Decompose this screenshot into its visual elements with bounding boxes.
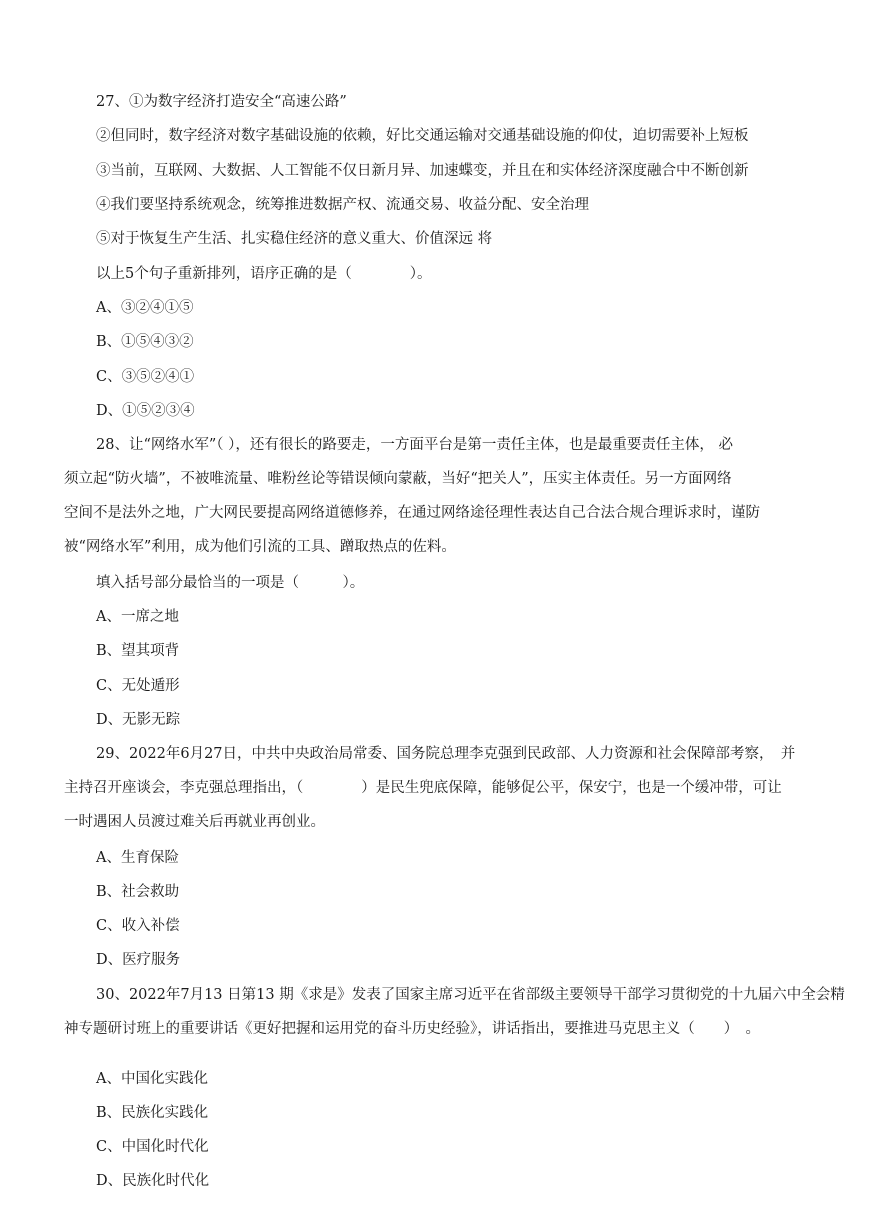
q27-option-c: C、③⑤②④① bbox=[96, 369, 195, 385]
q30-option-a: A、中国化实践化 bbox=[96, 1071, 208, 1087]
q27-stem-line-2: ②但同时，数字经济对数字基础设施的依赖，好比交通运输对交通基础设施的仰仗，迫切需要补上短板 bbox=[96, 128, 749, 144]
q27-stem-line-5: ⑤对于恢复生产生活、扎实稳住经济的意义重大、价值深远 将 bbox=[96, 231, 493, 247]
q30-stem-line-2: 神专题研讨班上的重要讲话《更好把握和运用党的奋斗历史经验》，讲话指出，要推进马克思主义（ ） 。 bbox=[64, 1021, 760, 1037]
q28-stem-line-3: 空间不是法外之地，广大网民要提高网络道德修养，在通过网络途径理性表达自己合法合规合理诉求时，谨防 bbox=[64, 505, 760, 521]
q27-stem-line-3: ③当前，互联网、大数据、人工智能不仅日新月异、加速蝶变，并且在和实体经济深度融合中不断创新 bbox=[96, 163, 749, 179]
q30-option-c: C、中国化时代化 bbox=[96, 1139, 209, 1155]
q27-option-a: A、③②④①⑤ bbox=[96, 300, 194, 316]
q29-option-d: D、医疗服务 bbox=[96, 952, 181, 968]
q27-prompt: 以上5个句子重新排列，语序正确的是（ ）。 bbox=[96, 266, 432, 282]
q27-stem-line-1: 27、①为数字经济打造安全“高速公路” bbox=[96, 94, 347, 110]
q28-option-b: B、望其项背 bbox=[96, 643, 180, 659]
q30-stem-line-1: 30、2022年7月13 日第13 期《求是》发表了国家主席习近平在省部级主要领导干部学习贯彻党的十九届六中全会精 bbox=[96, 987, 845, 1003]
q30-option-b: B、民族化实践化 bbox=[96, 1105, 209, 1121]
q30-option-d: D、民族化时代化 bbox=[96, 1173, 210, 1189]
q27-option-b: B、①⑤④③② bbox=[96, 334, 194, 350]
q29-stem-line-3: 一时遇困人员渡过难关后再就业再创业。 bbox=[64, 814, 325, 830]
q29-stem-line-1: 29、2022年6月27日，中共中央政治局常委、国务院总理李克强到民政部、人力资源和社会保障部考察， 并 bbox=[96, 746, 796, 762]
q28-option-d: D、无影无踪 bbox=[96, 712, 181, 728]
q29-option-b: B、社会救助 bbox=[96, 884, 180, 900]
q28-stem-line-4: 被“网络水军”利用，成为他们引流的工具、蹭取热点的佐料。 bbox=[64, 539, 456, 555]
q29-option-a: A、生育保险 bbox=[96, 850, 179, 866]
q27-stem-line-4: ④我们要坚持系统观念，统筹推进数据产权、流通交易、收益分配、安全治理 bbox=[96, 197, 589, 213]
q28-option-c: C、无处遁形 bbox=[96, 678, 180, 694]
q27-option-d: D、①⑤②③④ bbox=[96, 403, 195, 419]
q28-option-a: A、一席之地 bbox=[96, 609, 179, 625]
q28-prompt: 填入括号部分最恰当的一项是（ ）。 bbox=[96, 575, 365, 591]
q28-stem-line-1: 28、让“网络水军”（ ），还有很长的路要走，一方面平台是第一责任主体，也是最重要责任主体， 必 bbox=[96, 437, 733, 453]
q29-stem-line-2: 主持召开座谈会，李克强总理指出，（ ）是民生兜底保障，能够促公平，保安宁，也是一个缓冲带，可让 bbox=[64, 780, 782, 796]
q28-stem-line-2: 须立起“防火墙”，不被唯流量、唯粉丝论等错误倾向蒙蔽，当好“把关人”，压实主体责任。另一方面网络 bbox=[64, 471, 732, 487]
q29-option-c: C、收入补偿 bbox=[96, 918, 180, 934]
